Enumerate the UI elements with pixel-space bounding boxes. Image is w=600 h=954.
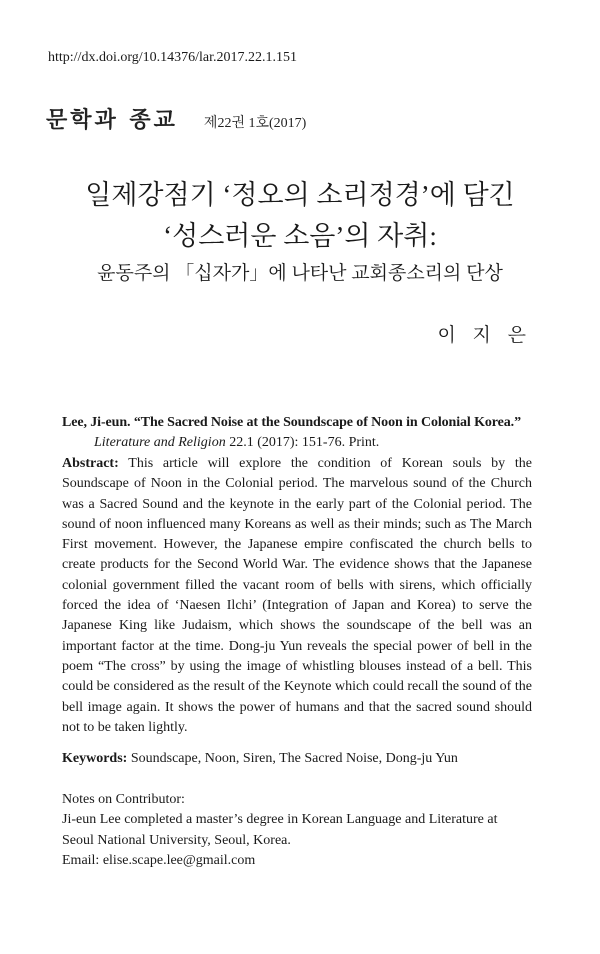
keywords-text: Soundscape, Noon, Siren, The Sacred Noise, Dong-ju Yun — [130, 751, 458, 766]
citation-journal: Literature and Religion — [94, 435, 226, 451]
subtitle: 윤동주의 「십자가」에 나타난 교회종소리의 단상 — [97, 263, 503, 284]
abstract-label: Abstract: — [62, 456, 119, 471]
author-name: 이 지 은 — [437, 325, 532, 346]
notes-heading: Notes on Contributor: — [62, 792, 185, 807]
citation-line-2 — [62, 433, 532, 453]
citation-author: Lee, Ji-eun. — [62, 415, 131, 430]
abstract-text: This article will explore the condition of Korean souls by the Soundscape of Noon in the Colonial period. The marvelous sound of the Church was a Sacred Sound and the keynote in the early part of the Colonial period. The sound of noon influenced many Koreans as well as their minds; such as The March First movement. However, the Japanese empire confiscated the church bells to create products for the Second World War. The evidence shows that the Japanese colonial government filled the vacant room of bells with sirens, which officially forced the idea of ‘Naesen Ilchi’ (Integration of Japan and Korea) to serve the Japanese King like Judaism, which shows the soundscape of the bell was an important factor at the time. Dong-ju Yun reveals the special power of bell in the poem “The cross” by using the image of whistling blouses instead of a bell. This could be considered as the result of the Keynote which could recall the sound of the bell image again. It shows the power of humans and that the sacred sound should not to be taken lightly. — [62, 456, 533, 735]
journal-logo: 문학과 종교 — [46, 108, 178, 133]
keywords-label: Keywords: — [62, 751, 128, 766]
doi-link[interactable]: http://dx.doi.org/10.14376/lar.2017.22.1.151 — [48, 50, 298, 65]
citation-details: 22.1 (2017): 151-76. Print. — [229, 435, 380, 451]
journal-header — [46, 103, 306, 134]
abstract — [62, 454, 532, 738]
notes-email[interactable]: Email: elise.scape.lee@gmail.com — [62, 852, 256, 868]
issue-label: 제22권 1호(2017) — [203, 116, 307, 131]
citation-line-1 — [62, 413, 532, 433]
citation — [62, 413, 532, 454]
notes-text: Ji-eun Lee completed a master’s degree in Korean Language and Literature at Seoul National University, Seoul, Korea. — [62, 812, 498, 848]
keywords — [62, 749, 532, 769]
title-line-1: 일제강점기 ‘정오의 소리정경’에 담긴 — [85, 180, 515, 210]
citation-title: “The Sacred Noise at the Soundscape of Noon in Colonial Korea.” — [133, 415, 521, 430]
contributor-notes — [62, 790, 532, 871]
title-line-2: ‘성스러운 소음’의 자취: — [163, 221, 437, 251]
